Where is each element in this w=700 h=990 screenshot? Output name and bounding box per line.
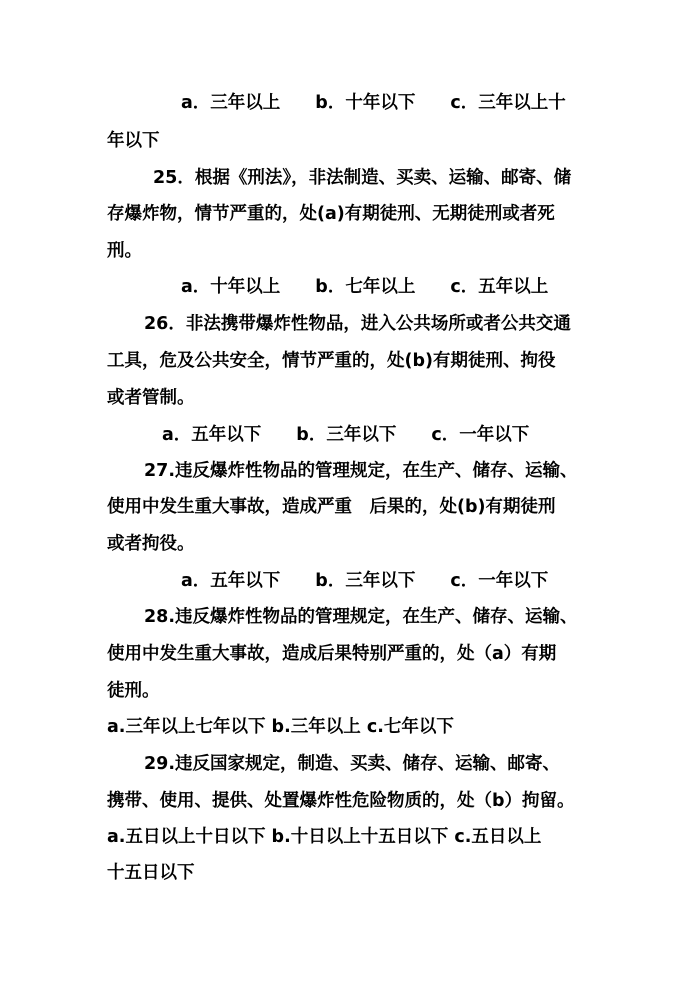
line-question-27-cont1: 使用中发生重大事故，造成严重 后果的，处(b)有期徒刑 [107, 497, 556, 517]
line-answer-options-24: a．三年以上 b．十年以下 c．三年以上十 [181, 93, 566, 113]
line-question-26: 26．非法携带爆炸性物品，进入公共场所或者公共交通 [144, 314, 571, 334]
line-answer-options-28: a.三年以上七年以下 b.三年以上 c.七年以下 [107, 717, 454, 737]
line-answer-options-24-cont: 年以下 [107, 131, 160, 151]
line-question-27-cont2: 或者拘役。 [107, 534, 195, 554]
line-answer-options-27: a．五年以下 b．三年以下 c．一年以下 [181, 571, 549, 591]
line-question-28-cont2: 徒刑。 [107, 681, 160, 701]
line-question-28: 28.违反爆炸性物品的管理规定，在生产、储存、运输、 [144, 607, 578, 627]
line-question-29-cont1: 携带、使用、提供、处置爆炸性危险物质的，处（b）拘留。 [107, 791, 575, 811]
line-answer-options-26: a．五年以下 b．三年以下 c．一年以下 [162, 425, 530, 445]
line-question-25: 25．根据《刑法》，非法制造、买卖、运输、邮寄、储 [153, 168, 572, 188]
line-question-27: 27.违反爆炸性物品的管理规定，在生产、储存、运输、 [144, 461, 578, 481]
line-answer-options-25: a．十年以上 b．七年以上 c．五年以上 [181, 277, 549, 297]
line-answer-options-29-cont: 十五日以下 [107, 863, 195, 883]
line-question-29: 29.违反国家规定，制造、买卖、储存、运输、邮寄、 [144, 754, 560, 774]
line-answer-options-29: a.五日以上十日以下 b.十日以上十五日以下 c.五日以上 [107, 827, 542, 847]
line-question-26-cont2: 或者管制。 [107, 388, 195, 408]
line-question-26-cont1: 工具，危及公共安全，情节严重的，处(b)有期徒刑、拘役 [107, 351, 556, 371]
line-question-28-cont1: 使用中发生重大事故，造成后果特别严重的，处（a）有期 [107, 644, 557, 664]
line-question-25-cont2: 刑。 [107, 241, 142, 261]
line-question-25-cont1: 存爆炸物，情节严重的，处(a)有期徒刑、无期徒刑或者死 [107, 204, 555, 224]
